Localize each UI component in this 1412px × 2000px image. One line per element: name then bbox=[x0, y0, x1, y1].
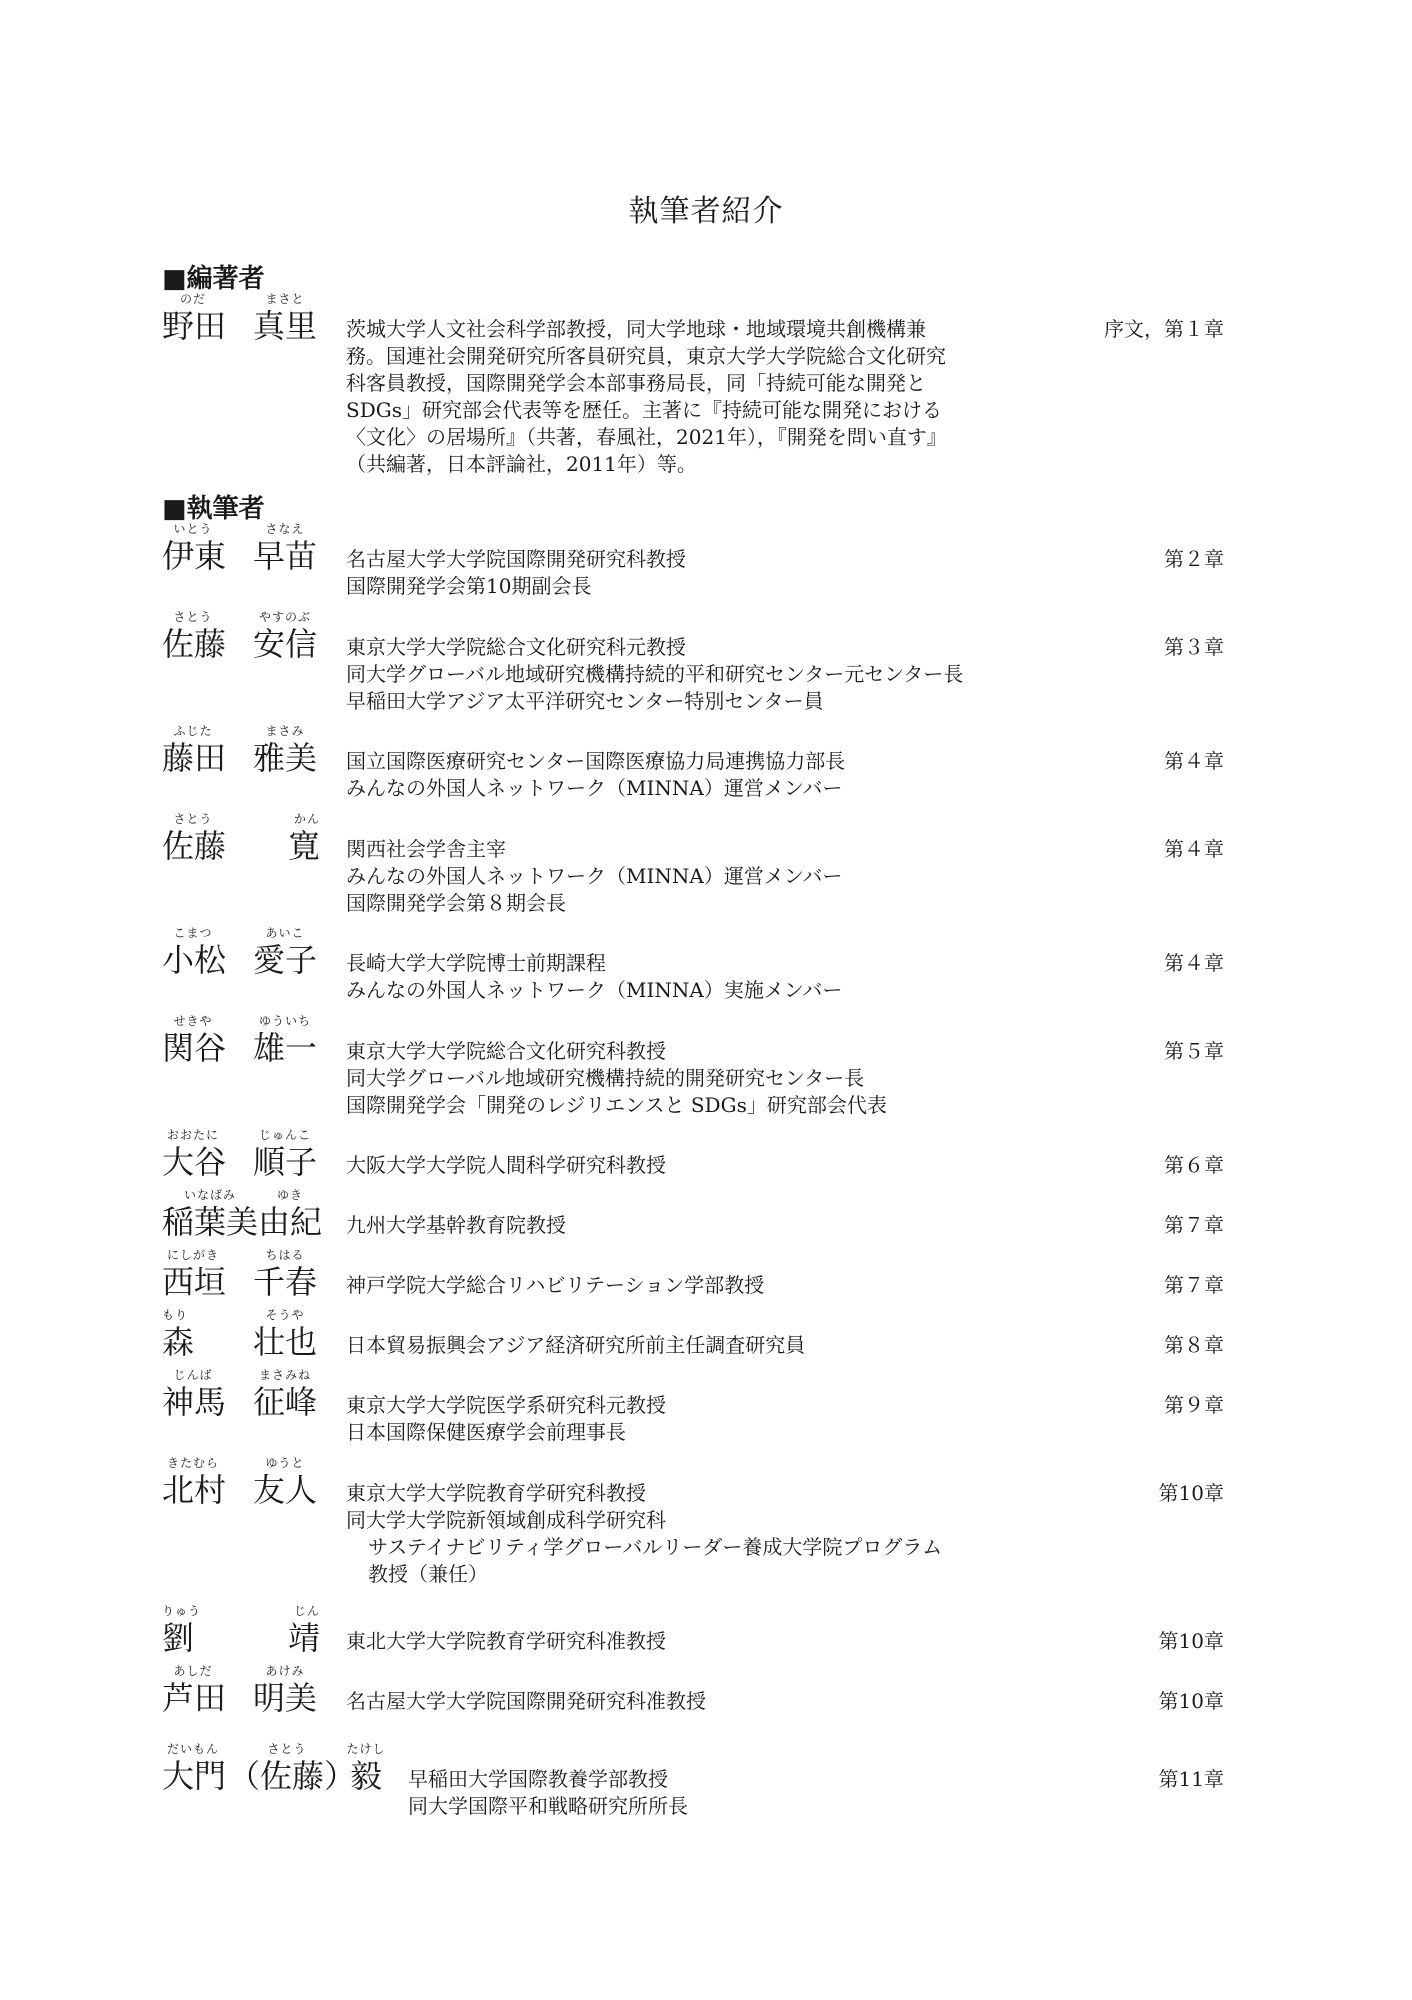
given-name: 愛子 bbox=[252, 941, 317, 979]
author-name bbox=[162, 1308, 322, 1368]
given-name-ruby: じゅんこ bbox=[258, 1128, 311, 1142]
author-description bbox=[346, 950, 1066, 1004]
chapter-ref: 第７章 bbox=[1164, 1213, 1224, 1237]
author-description bbox=[346, 1628, 1066, 1655]
author-description bbox=[346, 1392, 1066, 1446]
description-line: 国際開発学会「開発のレジリエンスと SDGs」研究部会代表 bbox=[346, 1093, 887, 1117]
family-name: 北村 bbox=[162, 1471, 227, 1509]
author-description bbox=[346, 1688, 1066, 1715]
author-description bbox=[346, 1212, 1066, 1239]
family-name: 大門 bbox=[162, 1757, 227, 1795]
description-line: 〈文化〉の居場所』（共著，春風社，2021年），『開発を問い直す』 bbox=[346, 425, 947, 449]
description-line: 東京大学大学院総合文化研究科元教授 bbox=[346, 635, 686, 659]
given-name-ruby: まさと bbox=[265, 292, 305, 306]
description-line: 教授（兼任） bbox=[368, 1562, 488, 1586]
given-name: 安信 bbox=[252, 625, 317, 663]
given-name-ruby: あけみ bbox=[265, 1664, 305, 1678]
description-line: 大阪大学大学院人間科学研究科教授 bbox=[346, 1153, 666, 1177]
family-name-ruby: だいもん bbox=[166, 1742, 219, 1756]
family-name-ruby: いなばみ bbox=[183, 1188, 236, 1202]
section-heading-editor: ■編著者 bbox=[162, 264, 265, 294]
chapter-ref: 第２章 bbox=[1164, 547, 1224, 571]
author-description bbox=[346, 634, 1066, 715]
description-line: 科客員教授，国際開発学会本部事務局長，同「持続可能な開発と bbox=[346, 371, 926, 395]
family-name: 神馬 bbox=[162, 1383, 227, 1421]
description-line: 国際開発学会第８期会長 bbox=[346, 891, 566, 915]
author-description bbox=[346, 1152, 1066, 1179]
description-line: 日本国際保健医療学会前理事長 bbox=[346, 1420, 626, 1444]
author-description bbox=[346, 1332, 1066, 1359]
family-name: 関谷 bbox=[162, 1029, 227, 1067]
given-name: 壮也 bbox=[252, 1323, 317, 1361]
author-description bbox=[346, 546, 1066, 600]
given-name-ruby: ゆき bbox=[276, 1188, 303, 1202]
given-name-ruby: たけし bbox=[346, 1742, 386, 1756]
description-line: 神戸学院大学総合リハビリテーション学部教授 bbox=[346, 1273, 765, 1297]
author-description bbox=[346, 1038, 1066, 1119]
description-line: 茨城大学人文社会科学部教授，同大学地球・地域環境共創機構兼 bbox=[346, 317, 926, 341]
family-name-ruby: いとう bbox=[173, 522, 213, 536]
description-line: 国際開発学会第10期副会長 bbox=[346, 574, 592, 598]
family-name: 大谷 bbox=[162, 1143, 227, 1181]
chapter-ref: 第６章 bbox=[1164, 1153, 1224, 1177]
family-name: 森 bbox=[162, 1323, 195, 1361]
family-name: 西垣 bbox=[162, 1263, 227, 1301]
description-line: 関西社会学舎主宰 bbox=[346, 837, 506, 861]
given-name-ruby: まさみね bbox=[258, 1368, 311, 1382]
description-line: 東京大学大学院医学系研究科元教授 bbox=[346, 1393, 666, 1417]
given-name: 寛 bbox=[287, 827, 320, 865]
description-line: 東京大学大学院総合文化研究科教授 bbox=[346, 1039, 666, 1063]
given-name: 友人 bbox=[252, 1471, 317, 1509]
family-name-ruby: にしがき bbox=[166, 1248, 219, 1262]
given-name: 雄一 bbox=[252, 1029, 317, 1067]
family-name-ruby: きたむら bbox=[166, 1456, 219, 1470]
chapter-ref: 第９章 bbox=[1164, 1393, 1224, 1417]
family-name-ruby: せきや bbox=[173, 1014, 213, 1028]
given-name-ruby: まさみ bbox=[265, 724, 305, 738]
family-name: 稲葉美 bbox=[162, 1203, 259, 1241]
chapter-ref: 第10章 bbox=[1158, 1689, 1224, 1713]
given-name-ruby: そうや bbox=[265, 1308, 305, 1322]
author-name bbox=[162, 926, 322, 986]
description-line: 早稲田大学アジア太平洋研究センター特別センター員 bbox=[346, 689, 824, 713]
author-description bbox=[346, 748, 1066, 802]
author-description bbox=[408, 1766, 1128, 1820]
author-name bbox=[162, 1742, 402, 1802]
chapter-ref: 第７章 bbox=[1164, 1273, 1224, 1297]
author-name bbox=[162, 1368, 322, 1428]
chapter-ref: 第５章 bbox=[1164, 1039, 1224, 1063]
author-name bbox=[162, 1604, 322, 1664]
author-name bbox=[162, 292, 322, 352]
family-name: 劉 bbox=[162, 1619, 195, 1657]
family-name-ruby: あしだ bbox=[173, 1664, 213, 1678]
page-title: 執筆者紹介 bbox=[628, 194, 784, 229]
paren-name: （佐藤） bbox=[228, 1757, 357, 1795]
chapter-ref: 第４章 bbox=[1164, 951, 1224, 975]
given-name-ruby: やすのぶ bbox=[258, 610, 311, 624]
family-name-ruby: さとう bbox=[173, 610, 213, 624]
family-name: 芦田 bbox=[162, 1679, 227, 1717]
description-line: サステイナビリティ学グローバルリーダー養成大学院プログラム bbox=[368, 1535, 943, 1559]
given-name-ruby: ちはる bbox=[265, 1248, 305, 1262]
family-name-ruby: じんば bbox=[173, 1368, 213, 1382]
author-name bbox=[162, 1456, 322, 1516]
given-name-ruby: かん bbox=[293, 812, 320, 826]
author-name bbox=[162, 724, 322, 784]
given-name: 征峰 bbox=[252, 1383, 317, 1421]
given-name-ruby: じん bbox=[293, 1604, 320, 1618]
author-name bbox=[162, 1248, 322, 1308]
author-name bbox=[162, 610, 322, 670]
given-name: 雅美 bbox=[252, 739, 317, 777]
description-line: みんなの外国人ネットワーク（MINNA）実施メンバー bbox=[346, 978, 843, 1002]
author-name bbox=[162, 1128, 322, 1188]
description-line: 東北大学大学院教育学研究科准教授 bbox=[346, 1629, 666, 1653]
chapter-ref: 第10章 bbox=[1158, 1629, 1224, 1653]
given-name: 由紀 bbox=[258, 1203, 323, 1241]
author-name bbox=[162, 1014, 322, 1074]
given-name: 靖 bbox=[287, 1619, 320, 1657]
description-line: SDGs」研究部会代表等を歴任。主著に『持続可能な開発における bbox=[346, 398, 942, 422]
author-description bbox=[346, 1272, 1066, 1299]
given-name: 順子 bbox=[252, 1143, 317, 1181]
description-line: 名古屋大学大学院国際開発研究科教授 bbox=[346, 547, 686, 571]
family-name-ruby: もり bbox=[162, 1308, 189, 1322]
family-name: 小松 bbox=[162, 941, 227, 979]
family-name-ruby: りゅう bbox=[162, 1604, 202, 1618]
family-name: 佐藤 bbox=[162, 827, 227, 865]
chapter-ref: 第３章 bbox=[1164, 635, 1224, 659]
description-line: 長崎大学大学院博士前期課程 bbox=[346, 951, 606, 975]
description-line: （共編著，日本評論社，2011年）等。 bbox=[346, 452, 697, 476]
given-name-ruby: ゆういち bbox=[258, 1014, 311, 1028]
description-line: 国立国際医療研究センター国際医療協力局連携協力部長 bbox=[346, 749, 846, 773]
given-name: 千春 bbox=[252, 1263, 317, 1301]
given-name: 毅 bbox=[349, 1757, 382, 1795]
author-name bbox=[162, 1188, 322, 1248]
description-line: 同大学グローバル地域研究機構持続的開発研究センター長 bbox=[346, 1066, 865, 1090]
family-name-ruby: ふじた bbox=[173, 724, 213, 738]
chapter-ref: 第11章 bbox=[1158, 1767, 1224, 1791]
family-name: 藤田 bbox=[162, 739, 227, 777]
description-line: みんなの外国人ネットワーク（MINNA）運営メンバー bbox=[346, 776, 843, 800]
family-name: 伊東 bbox=[162, 537, 227, 575]
given-name-ruby: ゆうと bbox=[265, 1456, 305, 1470]
family-name-ruby: こまつ bbox=[173, 926, 213, 940]
author-description bbox=[346, 316, 1066, 478]
chapter-ref: 第４章 bbox=[1164, 837, 1224, 861]
chapter-ref: 序文，第１章 bbox=[1104, 317, 1224, 341]
description-line: 同大学大学院新領域創成科学研究科 bbox=[346, 1508, 666, 1532]
author-name bbox=[162, 522, 322, 582]
description-line: 九州大学基幹教育院教授 bbox=[346, 1213, 566, 1237]
chapter-ref: 第４章 bbox=[1164, 749, 1224, 773]
given-name: 明美 bbox=[252, 1679, 317, 1717]
chapter-ref: 第８章 bbox=[1164, 1333, 1224, 1357]
author-description bbox=[346, 836, 1066, 917]
author-name bbox=[162, 1664, 322, 1724]
author-description bbox=[346, 1480, 1066, 1588]
given-name: 早苗 bbox=[252, 537, 317, 575]
description-line: 早稲田大学国際教養学部教授 bbox=[408, 1767, 668, 1791]
description-line: 務。国連社会開発研究所客員研究員，東京大学大学院総合文化研究 bbox=[346, 344, 946, 368]
description-line: 同大学国際平和戦略研究所所長 bbox=[408, 1794, 688, 1818]
author-name bbox=[162, 812, 322, 872]
given-name-ruby: あいこ bbox=[265, 926, 305, 940]
family-name: 佐藤 bbox=[162, 625, 227, 663]
paren-name-ruby: さとう bbox=[267, 1742, 307, 1756]
description-line: 東京大学大学院教育学研究科教授 bbox=[346, 1481, 646, 1505]
description-line: みんなの外国人ネットワーク（MINNA）運営メンバー bbox=[346, 864, 843, 888]
given-name-ruby: さなえ bbox=[265, 522, 305, 536]
given-name: 真里 bbox=[252, 307, 317, 345]
family-name: 野田 bbox=[162, 307, 227, 345]
description-line: 同大学グローバル地域研究機構持続的平和研究センター元センター長 bbox=[346, 662, 964, 686]
family-name-ruby: さとう bbox=[173, 812, 213, 826]
family-name-ruby: おおたに bbox=[166, 1128, 219, 1142]
description-line: 名古屋大学大学院国際開発研究科准教授 bbox=[346, 1689, 706, 1713]
description-line: 日本貿易振興会アジア経済研究所前主任調査研究員 bbox=[346, 1333, 806, 1357]
family-name-ruby: のだ bbox=[179, 292, 206, 306]
section-heading-authors: ■執筆者 bbox=[162, 494, 265, 524]
chapter-ref: 第10章 bbox=[1158, 1481, 1224, 1505]
